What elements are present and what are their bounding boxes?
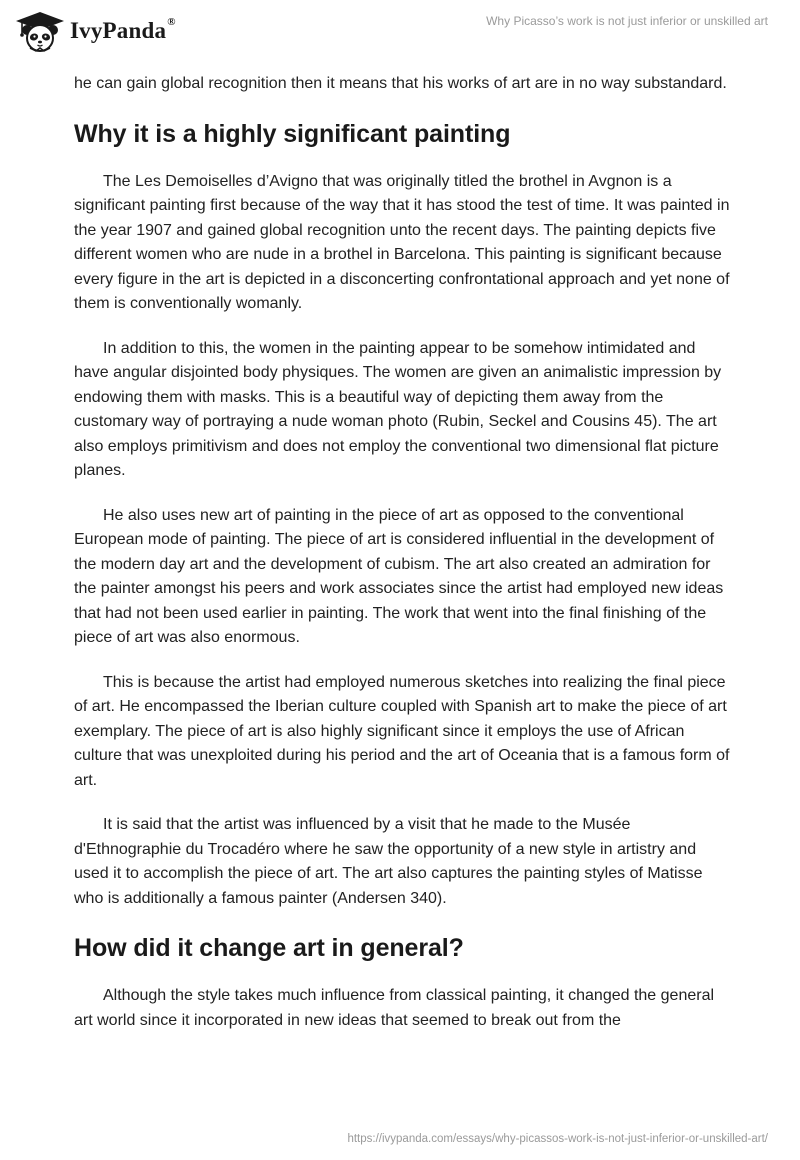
paragraph: It is said that the artist was influenced by a visit that he made to the Musée d'Ethnographie du Trocadéro where he saw the opportunity of a new style in artistry and used it to accomplish the piece of art. The art also captures the painting styles of Matisse who is additionally a famous painter (Andersen 340). [74,816,703,907]
essay-body [74,72,734,1053]
panda-graduate-icon [14,10,66,52]
section-heading: How did it change art in general? [74,934,464,962]
paragraph: He also uses new art of painting in the piece of art as opposed to the conventional European mode of painting. The piece of art is considered influential in the development of the modern day art and the development of cubism. The art also created an admiration for the painter amongst his peers and work associates since the artist had employed new ideas that had not been used earlier in painting. The work that went into the final finishing of the piece of art was also enormous. [74,506,724,646]
paragraph: This is because the artist had employed numerous sketches into realizing the final piece of art. He encompassed the Iberian culture coupled with Spanish art to make the piece of art exemplary. The piece of art is also highly significant since it employs the use of African culture that was unexploited during his period and the art of Oceania that is a famous form of art. [74,673,730,789]
site-logo[interactable] [14,10,176,52]
paragraph: he can gain global recognition then it means that his works of art are in no way substandard. [74,75,727,92]
section-heading: Why it is a highly significant painting [74,119,511,148]
source-url[interactable]: https://ivypanda.com/essays/why-picassos-work-is-not-just-inferior-or-unskilled-art/ [347,1133,768,1145]
paragraph: Although the style takes much influence from classical painting, it changed the general art world since it incorporated in new ideas that seemed to break out from the [74,987,715,1029]
logo-wordmark: IvyPanda® [70,16,176,43]
paragraph: In addition to this, the women in the painting appear to be somehow intimidated and have angular disjointed body physiques. The women are given an animalistic impression by endowing them with masks. This is a beautiful way of depicting them away from the customary way of portraying a nude woman photo (Rubin, Seckel and Cousins 45). The art also employs primitivism and does not employ the conventional two dimensional flat picture planes. [74,339,722,479]
page-header [0,0,800,70]
document-title: Why Picasso’s work is not just inferior or unskilled art [486,14,768,28]
paragraph: The Les Demoiselles d’Avigno that was originally titled the brothel in Avgnon is a significant painting first because of the way that it has stood the test of time. It was painted in the year 1907 and gained global recognition unto the recent days. The painting depicts five different women who are nude in a brothel in Barcelona. This painting is significant because every figure in the art is depicted in a disconcerting confrontational approach and yet none of them is conventionally womanly. [74,172,730,312]
